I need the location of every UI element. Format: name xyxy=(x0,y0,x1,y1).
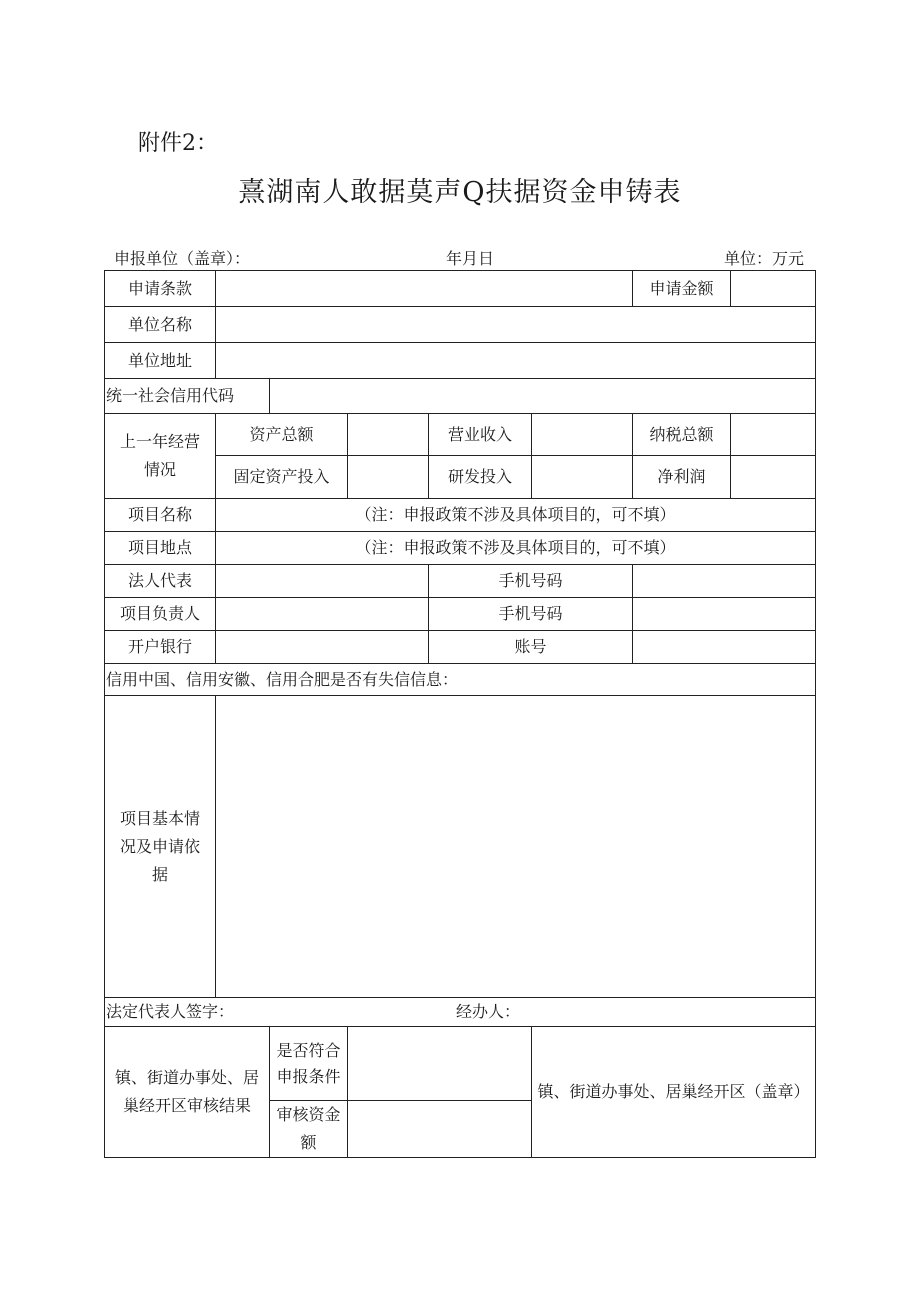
meets-conditions-label: 是否符合申报条件 xyxy=(270,1027,348,1101)
unit-address-field[interactable] xyxy=(216,343,816,379)
applicant-unit-label: 申报单位（盖章）： xyxy=(114,249,251,268)
apply-amount-field[interactable] xyxy=(731,271,816,307)
row-project-basis xyxy=(105,696,816,998)
project-name-label: 项目名称 xyxy=(105,499,216,532)
project-name-note[interactable]: （注：申报政策不涉及具体项目的，可不填） xyxy=(216,499,816,532)
account-field[interactable] xyxy=(633,631,816,664)
row-legal-rep xyxy=(105,565,816,598)
apply-amount-label: 申请金额 xyxy=(633,271,731,307)
mobile-1-label: 手机号码 xyxy=(429,565,633,598)
rd-invest-label: 研发投入 xyxy=(429,456,532,499)
project-lead-label: 项目负责人 xyxy=(105,598,216,631)
row-sign xyxy=(105,998,816,1027)
rd-invest-field[interactable] xyxy=(532,456,633,499)
project-lead-field[interactable] xyxy=(216,598,429,631)
bank-label: 开户银行 xyxy=(105,631,216,664)
credit-info-label: 信用中国、信用安徽、信用合肥是否有失信信息： xyxy=(105,664,816,696)
revenue-field[interactable] xyxy=(532,414,633,456)
sign-row-cell xyxy=(105,998,816,1027)
apply-clause-label: 申请条款 xyxy=(105,271,216,307)
apply-clause-field[interactable] xyxy=(216,271,633,307)
unit-name-field[interactable] xyxy=(216,307,816,343)
row-project-name xyxy=(105,499,816,532)
project-basis-label: 项目基本情况及申请依据 xyxy=(105,696,216,998)
mobile-1-field[interactable] xyxy=(633,565,816,598)
unit-label: 单位：万元 xyxy=(723,249,804,268)
review-result-label: 镇、街道办事处、居巢经开区审核结果 xyxy=(105,1027,270,1158)
project-location-label: 项目地点 xyxy=(105,532,216,565)
row-project-location xyxy=(105,532,816,565)
row-review-1 xyxy=(105,1027,816,1101)
total-tax-label: 纳税总额 xyxy=(633,414,731,456)
date-label: 年月日 xyxy=(446,249,495,268)
document-title: 熹湖南人敢据莫声Q扶据资金申铸表 xyxy=(238,177,682,208)
project-location-note[interactable]: （注：申报政策不涉及具体项目的，可不填） xyxy=(216,532,816,565)
total-assets-field[interactable] xyxy=(348,414,429,456)
application-form-table xyxy=(104,270,816,1158)
legal-sign-label: 法定代表人签字： xyxy=(106,1002,235,1021)
mobile-2-field[interactable] xyxy=(633,598,816,631)
row-ops-1 xyxy=(105,414,816,456)
unit-address-label: 单位地址 xyxy=(105,343,216,379)
row-unit-address xyxy=(105,343,816,379)
unit-name-label: 单位名称 xyxy=(105,307,216,343)
meets-conditions-field[interactable] xyxy=(348,1027,532,1101)
legal-rep-field[interactable] xyxy=(216,565,429,598)
row-bank xyxy=(105,631,816,664)
revenue-label: 营业收入 xyxy=(429,414,532,456)
review-amount-field[interactable] xyxy=(348,1101,532,1158)
total-assets-label: 资产总额 xyxy=(216,414,348,456)
bank-field[interactable] xyxy=(216,631,429,664)
fixed-asset-invest-label: 固定资产投入 xyxy=(216,456,348,499)
credit-code-label: 统一社会信用代码 xyxy=(105,379,270,414)
account-label: 账号 xyxy=(429,631,633,664)
project-basis-field[interactable] xyxy=(216,696,816,998)
row-project-lead xyxy=(105,598,816,631)
fixed-asset-invest-field[interactable] xyxy=(348,456,429,499)
total-tax-field[interactable] xyxy=(731,414,816,456)
legal-rep-label: 法人代表 xyxy=(105,565,216,598)
mobile-2-label: 手机号码 xyxy=(429,598,633,631)
attachment-label: 附件2： xyxy=(138,131,218,156)
handler-label: 经办人： xyxy=(456,1002,521,1021)
row-credit-info xyxy=(105,664,816,696)
credit-code-field[interactable] xyxy=(270,379,816,414)
net-profit-field[interactable] xyxy=(731,456,816,499)
row-unit-name xyxy=(105,307,816,343)
net-profit-label: 净利润 xyxy=(633,456,731,499)
row-credit-code xyxy=(105,379,816,414)
review-amount-label: 审核资金额 xyxy=(270,1101,348,1158)
last-year-ops-label: 上一年经营情况 xyxy=(105,414,216,499)
row-apply-clause xyxy=(105,271,816,307)
review-seal-label: 镇、街道办事处、居巢经开区（盖章） xyxy=(532,1027,816,1158)
